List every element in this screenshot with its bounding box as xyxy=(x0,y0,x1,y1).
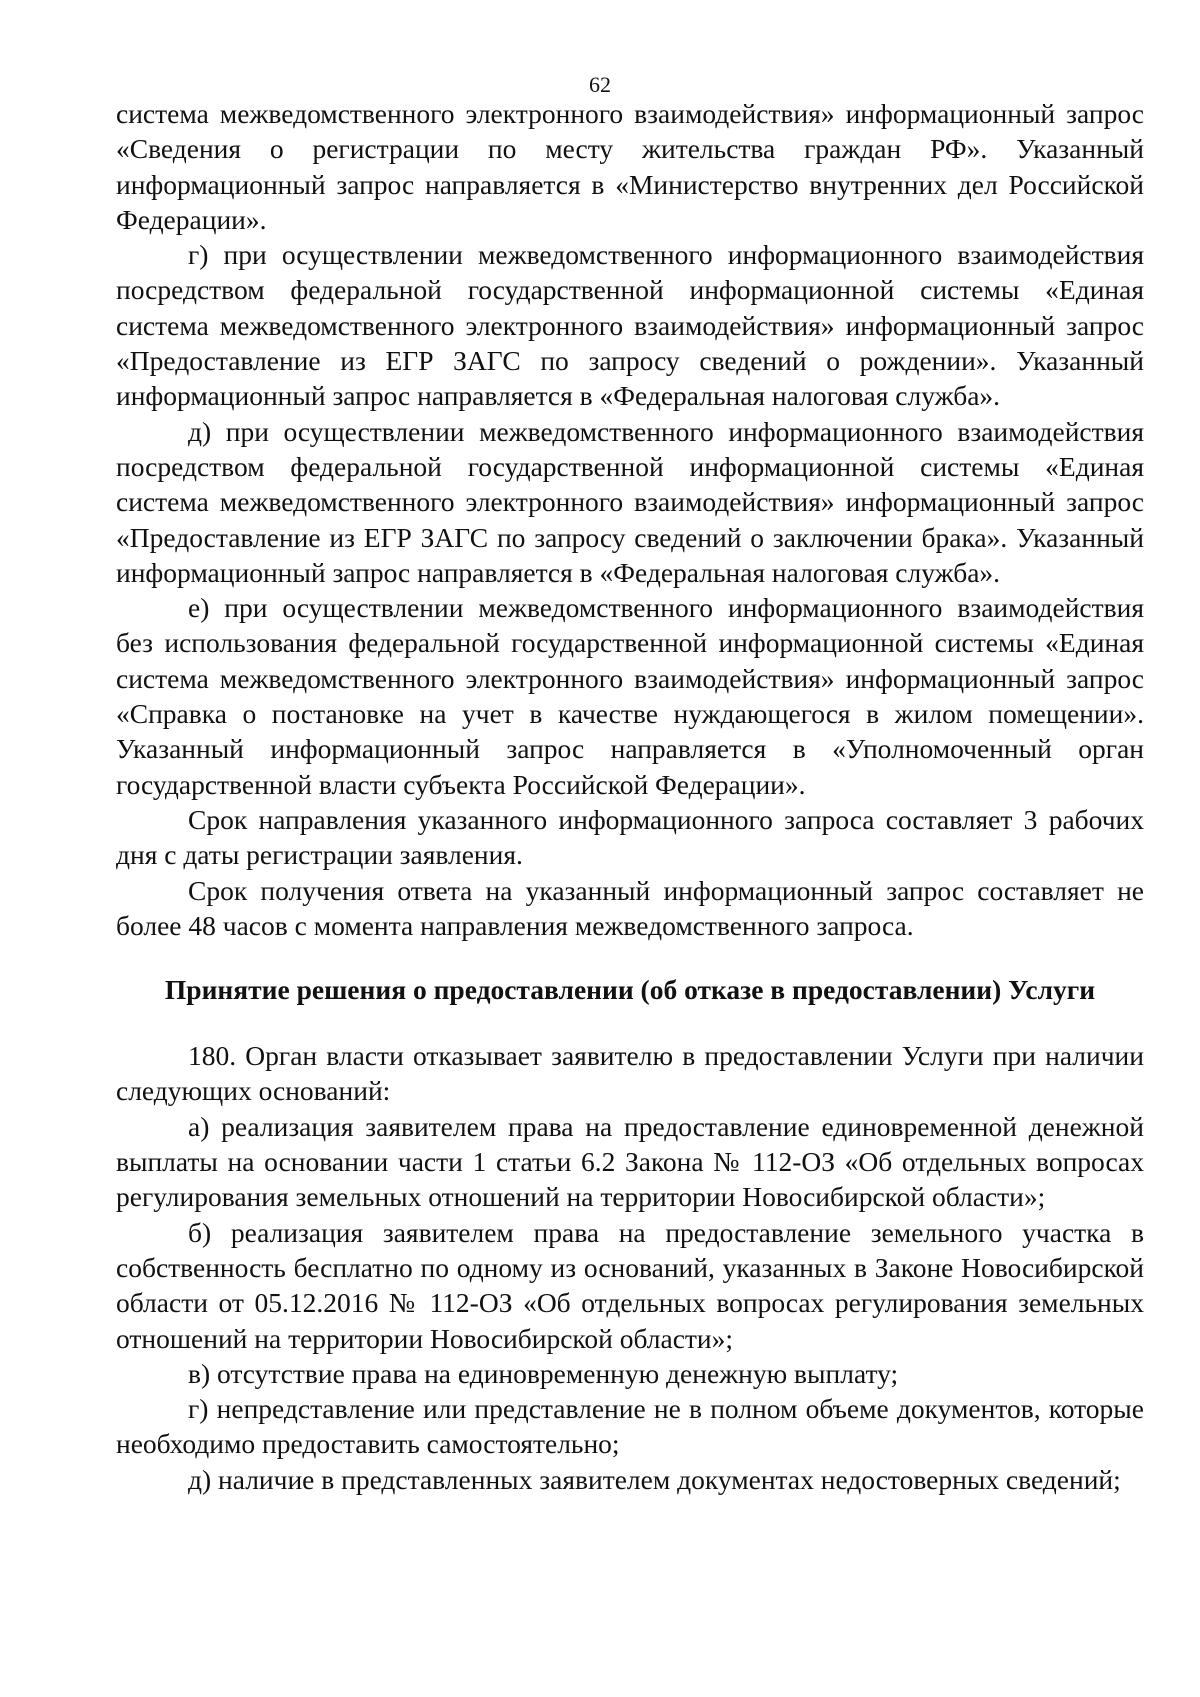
section-heading: Принятие решения о предоставлении (об отказе в предоставлении) Услуги xyxy=(164,974,1096,1006)
paragraph-item-d: д) при осуществлении межведомственного информационного взаимодействия посредством федеральной государственной информационной системы «Единая система межведомственного электронного взаимодействия» информационный запрос «Предоставление из ЕГР ЗАГС по запросу сведений о заключении брака». Указанный информационный запрос направляется в «Федеральная налоговая служба». xyxy=(116,415,1144,588)
paragraph-reason-d: д) наличие в представленных заявителем документах недостоверных сведений; xyxy=(188,1463,1121,1495)
paragraph-response-deadline: Срок получения ответа на указанный информационный запрос составляет не более 48 часов с момента направления межведомственного запроса. xyxy=(116,874,1144,941)
paragraph-reason-v: в) отсутствие права на единовременную денежную выплату; xyxy=(188,1357,899,1389)
page-number: 62 xyxy=(589,72,611,97)
paragraph-item-e: е) при осуществлении межведомственного информационного взаимодействия без использования федеральной государственной информационной системы «Единая система межведомственного электронного взаимодействия» информационный запрос «Справка о постановке на учет в качестве нуждающегося в жилом помещении». Указанный информационный запрос направляется в «Уполномоченный орган государственной власти субъекта Российской Федерации». xyxy=(116,592,1144,800)
paragraph-reason-a: а) реализация заявителем права на предоставление единовременной денежной выплаты на основании части 1 статьи 6.2 Закона № 112-ОЗ «Об отдельных вопросах регулирования земельных отношений на территории Новосибирской области»; xyxy=(116,1110,1144,1213)
paragraph-180: 180. Орган власти отказывает заявителю в предоставлении Услуги при наличии следующих оснований: xyxy=(116,1040,1144,1107)
paragraph-reason-g: г) непредставление или представление не в полном объеме документов, которые необходимо предоставить самостоятельно; xyxy=(116,1393,1144,1460)
paragraph-item-g: г) при осуществлении межведомственного информационного взаимодействия посредством федеральной государственной информационной системы «Единая система межведомственного электронного взаимодействия» информационный запрос «Предоставление из ЕГР ЗАГС по запросу сведений о рождении». Указанный информационный запрос направляется в «Федеральная налоговая служба». xyxy=(116,239,1144,412)
paragraph-request-deadline: Срок направления указанного информационного запроса составляет 3 рабочих дня с даты регистрации заявления. xyxy=(116,803,1144,871)
paragraph-continuation: система межведомственного электронного взаимодействия» информационный запрос «Сведения о регистрации по месту жительства граждан РФ». Указанный информационный запрос направляется в «Министерство внутренних дел Российской Федерации». xyxy=(116,98,1144,235)
paragraph-reason-b: б) реализация заявителем права на предоставление земельного участка в собственность бесплатно по одному из оснований, указанных в Законе Новосибирской области от 05.12.2016 № 112-ОЗ «Об отдельных вопросах регулирования земельных отношений на территории Новосибирской области»; xyxy=(116,1216,1144,1354)
document-body xyxy=(116,96,1144,1497)
